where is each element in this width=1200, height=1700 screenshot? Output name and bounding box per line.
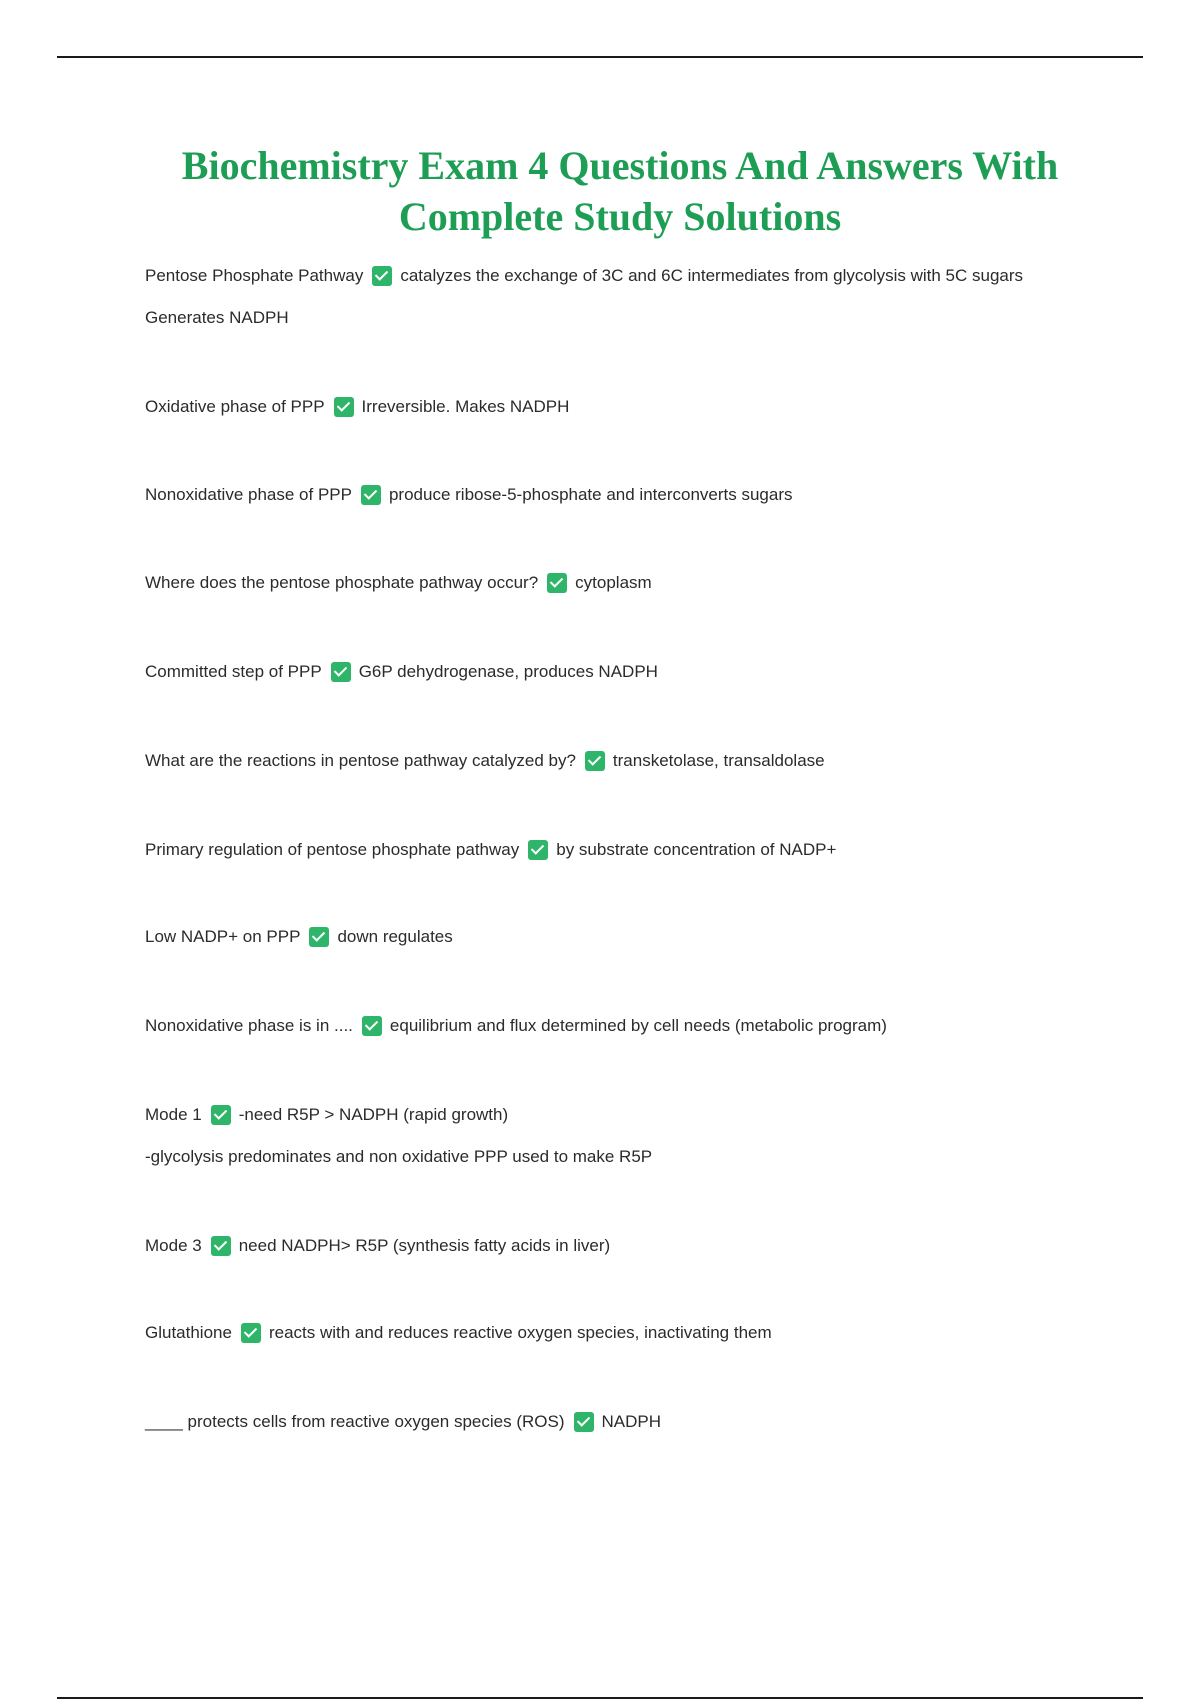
answer-text: transketolase, transaldolase — [612, 751, 825, 770]
title-line-2: Complete Study Solutions — [398, 194, 842, 239]
answer-text: produce ribose-5-phosphate and interconverts sugars — [388, 485, 793, 504]
answer-text: equilibrium and flux determined by cell needs (metabolic program) — [389, 1016, 887, 1035]
qa-item — [145, 1103, 652, 1169]
check-box-icon — [372, 266, 392, 286]
answer-text: cytoplasm — [575, 573, 652, 592]
qa-item — [145, 1321, 772, 1345]
answer-continuation: Generates NADPH — [145, 308, 289, 327]
question-text: Primary regulation of pentose phosphate pathway — [145, 840, 520, 859]
qa-item — [145, 749, 825, 773]
qa-item — [145, 660, 658, 684]
top-rule — [57, 56, 1143, 58]
answer-text: Irreversible. Makes NADPH — [361, 397, 570, 416]
question-text: Mode 3 — [145, 1236, 202, 1255]
check-box-icon — [528, 840, 548, 860]
check-box-icon — [241, 1323, 261, 1343]
answer-text: by substrate concentration of NADP+ — [556, 840, 837, 859]
check-box-icon — [574, 1412, 594, 1432]
check-box-icon — [585, 751, 605, 771]
qa-item — [145, 483, 793, 507]
answer-text: -need R5P > NADPH (rapid growth) — [238, 1105, 509, 1124]
answer-text: down regulates — [337, 927, 453, 946]
qa-item — [145, 571, 652, 595]
answer-text: catalyzes the exchange of 3C and 6C intermediates from glycolysis with 5C sugars — [400, 266, 1024, 285]
question-text: What are the reactions in pentose pathway catalyzed by? — [145, 751, 576, 770]
answer-text: NADPH — [601, 1412, 662, 1431]
qa-item — [145, 264, 1023, 330]
check-box-icon — [362, 1016, 382, 1036]
answer-text: reacts with and reduces reactive oxygen species, inactivating them — [268, 1323, 772, 1342]
question-text: Pentose Phosphate Pathway — [145, 266, 364, 285]
question-text: Low NADP+ on PPP — [145, 927, 301, 946]
question-text: ____ protects cells from reactive oxygen species (ROS) — [145, 1412, 565, 1431]
check-box-icon — [547, 573, 567, 593]
qa-item — [145, 1234, 610, 1258]
answer-text: G6P dehydrogenase, produces NADPH — [358, 662, 658, 681]
question-text: Committed step of PPP — [145, 662, 322, 681]
qa-item — [145, 1014, 887, 1038]
answer-continuation: -glycolysis predominates and non oxidative PPP used to make R5P — [145, 1147, 653, 1166]
bottom-rule — [57, 1697, 1143, 1699]
check-box-icon — [334, 397, 354, 417]
check-box-icon — [211, 1105, 231, 1125]
question-text: Oxidative phase of PPP — [145, 397, 325, 416]
question-text: Nonoxidative phase is in .... — [145, 1016, 353, 1035]
title-line-1: Biochemistry Exam 4 Questions And Answers With — [181, 143, 1059, 188]
question-text: Nonoxidative phase of PPP — [145, 485, 352, 504]
document-title — [120, 140, 1120, 242]
qa-item — [145, 1410, 661, 1434]
qa-item — [145, 395, 569, 419]
check-box-icon — [211, 1236, 231, 1256]
question-text: Where does the pentose phosphate pathway occur? — [145, 573, 539, 592]
qa-item — [145, 925, 453, 949]
question-text: Glutathione — [145, 1323, 232, 1342]
check-box-icon — [361, 485, 381, 505]
check-box-icon — [331, 662, 351, 682]
answer-text: need NADPH> R5P (synthesis fatty acids in liver) — [238, 1236, 611, 1255]
question-text: Mode 1 — [145, 1105, 202, 1124]
check-box-icon — [309, 927, 329, 947]
qa-item — [145, 838, 836, 862]
